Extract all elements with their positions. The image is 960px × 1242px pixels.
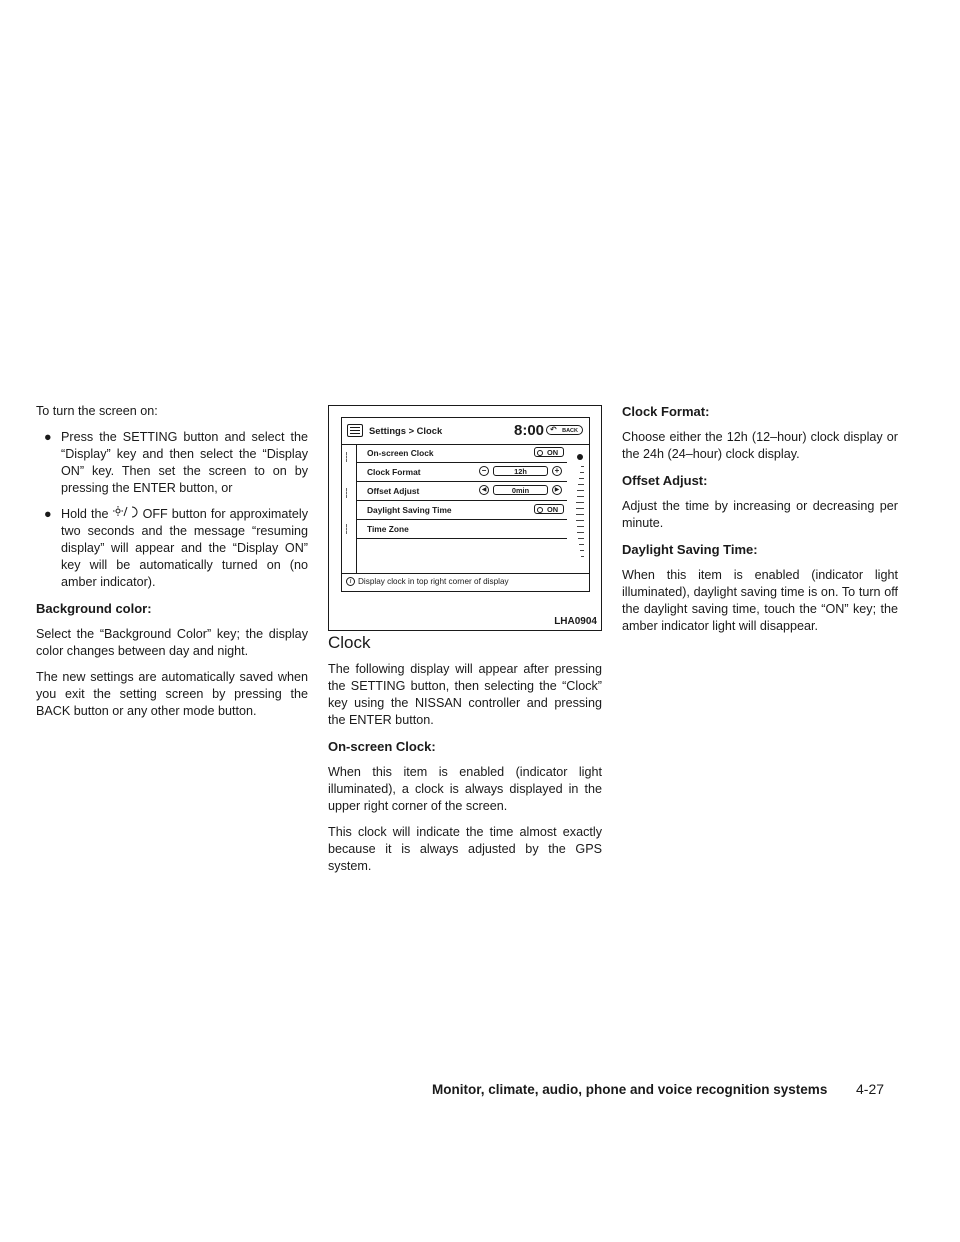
- clock-section-title: Clock: [328, 633, 371, 652]
- footer-section-title: Monitor, climate, audio, phone and voice recognition systems: [432, 1082, 828, 1097]
- bullet-text: Press the SETTING button and select the “Display” key and then select the “Display ON” key. Then set the screen to on by pressing the ENTER button, or: [61, 430, 308, 495]
- plus-icon: +: [552, 466, 562, 476]
- paragraph: Select the “Background Color” key; the display color changes between day and night.: [36, 627, 308, 658]
- screen-footer: [342, 573, 589, 591]
- clock-settings-figure: [328, 405, 602, 631]
- list-item: [356, 501, 567, 520]
- scroll-knob: [577, 454, 583, 460]
- figure-code: LHA0904: [554, 616, 597, 627]
- row-label: Offset Adjust: [367, 486, 420, 496]
- column-1: [36, 403, 308, 729]
- paragraph: When this item is enabled (indicator light illuminated), a clock is always displayed in the upper right corner of the screen.: [328, 765, 602, 813]
- on-toggle: ON: [534, 504, 564, 514]
- brightness-moon-icon: [113, 506, 139, 519]
- paragraph: This clock will indicate the time almost exactly because it is always adjusted by the GPS system.: [328, 825, 602, 873]
- settings-list: [356, 444, 567, 539]
- screen-header: [342, 418, 589, 445]
- offset-adjust-heading: Offset Adjust:: [622, 473, 708, 488]
- row-label: Time Zone: [367, 524, 409, 534]
- paragraph: The following display will appear after pressing the SETTING button, then selecting the “Clock” key using the NISSAN controller and pressing the ENTER button.: [328, 662, 602, 727]
- row-label: On-screen Clock: [367, 448, 434, 458]
- offset-value: 0min: [493, 485, 548, 495]
- info-text: Display clock in top right corner of display: [358, 577, 509, 586]
- paragraph: The new settings are automatically saved when you exit the setting screen by pressing the BACK button or any other mode button.: [36, 670, 308, 718]
- page-number: 4-27: [856, 1081, 885, 1097]
- bullet-icon: ●: [44, 507, 52, 521]
- on-toggle: ON: [534, 447, 564, 457]
- list-item: [356, 444, 567, 463]
- on-screen-clock-heading: On-screen Clock:: [328, 739, 436, 754]
- daylight-saving-heading: Daylight Saving Time:: [622, 542, 758, 557]
- column-3: [622, 403, 898, 644]
- minus-icon: −: [479, 466, 489, 476]
- back-label: BACK: [562, 428, 578, 434]
- screen-illustration: [341, 417, 590, 592]
- screen-left-edge: [342, 444, 357, 574]
- bullet-item: [36, 429, 308, 497]
- format-value: 12h: [493, 466, 548, 476]
- list-item: [356, 520, 567, 539]
- bullet-item: [36, 506, 308, 591]
- bullet-text: OFF button for approximately two seconds and the message “resuming display” will appear and the “Display ON” key will be automatically turned on (no amber indicator).: [61, 507, 308, 589]
- right-arrow-icon: ▶: [552, 485, 562, 495]
- row-label: Clock Format: [367, 467, 421, 477]
- paragraph: Choose either the 12h (12–hour) clock display or the 24h (24–hour) clock display.: [622, 430, 898, 461]
- bullet-icon: ●: [44, 430, 52, 444]
- background-color-heading: Background color:: [36, 601, 152, 616]
- row-label: Daylight Saving Time: [367, 505, 452, 515]
- scroll-indicator: [567, 444, 589, 574]
- indicator-icon: [537, 507, 543, 513]
- column-2: [328, 634, 602, 884]
- list-item: [356, 482, 567, 501]
- bullet-prefix: Hold the: [61, 507, 109, 521]
- paragraph: Adjust the time by increasing or decreasing per minute.: [622, 499, 898, 530]
- back-button: [546, 425, 583, 435]
- clock-format-heading: Clock Format:: [622, 404, 710, 419]
- info-icon: i: [346, 577, 355, 586]
- paragraph: When this item is enabled (indicator light illuminated), daylight saving time is on. To turn off the daylight saving time, touch the “ON” key; the amber indicator light will disappear.: [622, 568, 898, 633]
- left-arrow-icon: ◀: [479, 485, 489, 495]
- list-item: [356, 463, 567, 482]
- intro-text: To turn the screen on:: [36, 404, 158, 418]
- indicator-icon: [537, 450, 543, 456]
- back-arrow-icon: ↶: [550, 425, 557, 434]
- menu-icon: [347, 424, 363, 437]
- screen-clock: 8:00: [514, 422, 545, 439]
- screen-breadcrumb: Settings > Clock: [369, 425, 443, 436]
